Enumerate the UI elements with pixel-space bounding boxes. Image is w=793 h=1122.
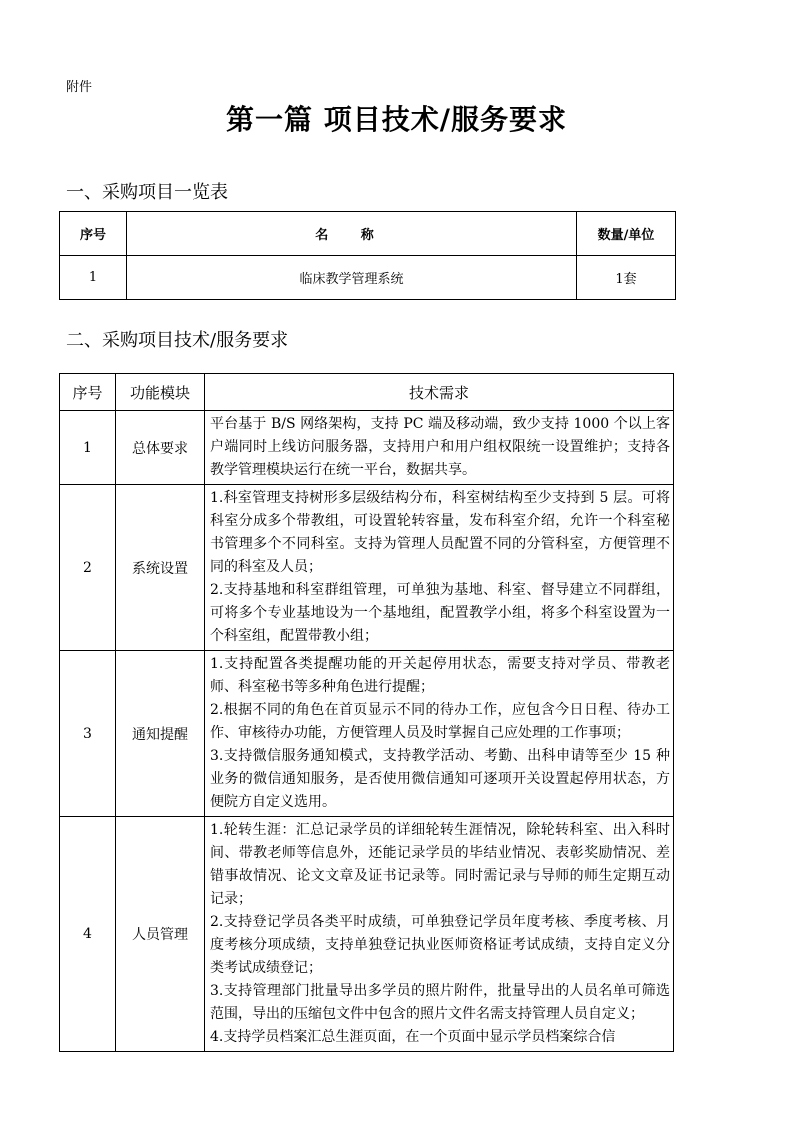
cell-requirement bbox=[205, 411, 674, 485]
table-header-row bbox=[60, 374, 674, 411]
header-no: 序号 bbox=[60, 212, 127, 256]
header-requirement: 技术需求 bbox=[205, 374, 674, 411]
requirement-item: 4.支持学员档案汇总生涯页面，在一个页面中显示学员档案综合信 bbox=[210, 1029, 616, 1045]
table-row bbox=[60, 256, 676, 300]
cell-requirement bbox=[205, 817, 674, 1052]
table-row bbox=[60, 651, 674, 817]
requirement-item: 1.支持配置各类提醒功能的开关起停用状态，需要支持对学员、带教老师、科室秘书等多种角色进行提醒； bbox=[210, 656, 670, 695]
cell-no: 1 bbox=[60, 411, 116, 485]
requirement-item: 2.支持登记学员各类平时成绩，可单独登记学员年度考核、季度考核、月度考核分项成绩，支持单独登记执业医师资格证考试成绩，支持自定义分类考试成绩登记； bbox=[210, 914, 670, 976]
cell-requirement bbox=[205, 485, 674, 651]
cell-no: 4 bbox=[60, 817, 116, 1052]
cell-requirement bbox=[205, 651, 674, 817]
requirement-item: 3.支持微信服务通知模式，支持教学活动、考勤、出科申请等至少 15 种业务的微信通知服务，是否使用微信通知可逐项开关设置起停用状态，方便院方自定义选用。 bbox=[210, 748, 670, 810]
header-qty: 数量/单位 bbox=[577, 212, 676, 256]
requirement-item: 1.轮转生涯：汇总记录学员的详细轮转生涯情况，除轮转科室、出入科时间、带教老师等信息外，还能记录学员的毕结业情况、表彰奖励情况、差错事故情况、论文文章及证书记录等。同时需记录与导师的师生定期互动记录； bbox=[210, 822, 670, 907]
cell-no: 1 bbox=[60, 256, 127, 300]
cell-module: 通知提醒 bbox=[116, 651, 205, 817]
cell-qty: 1套 bbox=[577, 256, 676, 300]
section2-heading: 二、采购项目技术/服务要求 bbox=[66, 330, 289, 351]
requirement-item: 2.支持基地和科室群组管理，可单独为基地、科室、督导建立不同群组，可将多个专业基地设为一个基地组，配置教学小组，将多个科室设置为一个科室组，配置带教小组； bbox=[210, 582, 670, 644]
cell-no: 2 bbox=[60, 485, 116, 651]
requirement-item: 2.根据不同的角色在首页显示不同的待办工作，应包含今日日程、待办工作、审核待办功能，方便管理人员及时掌握自己应处理的工作事项； bbox=[210, 702, 670, 741]
section1-heading: 一、采购项目一览表 bbox=[66, 182, 228, 203]
table-row bbox=[60, 485, 674, 651]
page-title: 第一篇 项目技术/服务要求 bbox=[226, 103, 567, 136]
header-module: 功能模块 bbox=[116, 374, 205, 411]
table-row bbox=[60, 411, 674, 485]
cell-module: 人员管理 bbox=[116, 817, 205, 1052]
cell-name: 临床教学管理系统 bbox=[127, 256, 577, 300]
requirement-item: 1.科室管理支持树形多层级结构分布，科室树结构至少支持到 5 层。可将科室分成多个带教组，可设置轮转容量，发布科室介绍，允许一个科室秘书管理多个不同科室。支持为管理人员配置不同的分管科室，方便管理不同的科室及人员； bbox=[210, 490, 670, 575]
header-name: 名 称 bbox=[127, 212, 577, 256]
requirements-table bbox=[59, 373, 674, 1052]
cell-module: 系统设置 bbox=[116, 485, 205, 651]
requirement-item: 3.支持管理部门批量导出多学员的照片附件，批量导出的人员名单可筛选范围，导出的压缩包文件中包含的照片文件名需支持管理人员自定义； bbox=[210, 983, 670, 1022]
header-no: 序号 bbox=[60, 374, 116, 411]
cell-module: 总体要求 bbox=[116, 411, 205, 485]
procurement-list-table bbox=[59, 211, 676, 300]
table-header-row bbox=[60, 212, 676, 256]
table-row bbox=[60, 817, 674, 1052]
attachment-label: 附件 bbox=[66, 80, 93, 95]
cell-no: 3 bbox=[60, 651, 116, 817]
requirement-item: 平台基于 B/S 网络架构，支持 PC 端及移动端，致少支持 1000 个以上客户端同时上线访问服务器，支持用户和用户组权限统一设置维护；支持各教学管理模块运行在统一平台，数据共享。 bbox=[210, 416, 670, 478]
